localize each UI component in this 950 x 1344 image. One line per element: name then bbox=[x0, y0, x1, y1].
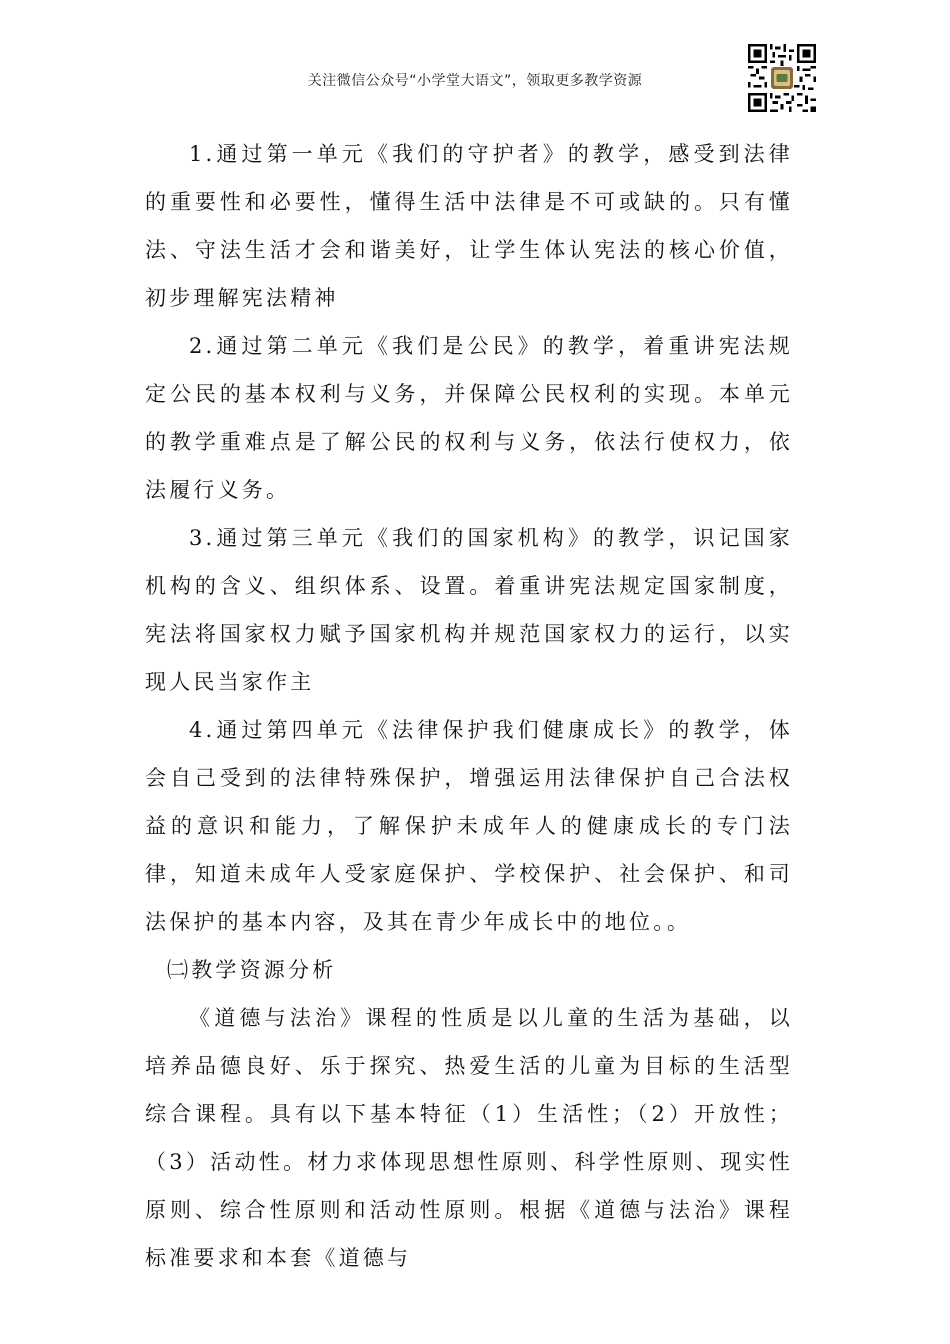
paragraph-unit-1: 1.通过第一单元《我们的守护者》的教学，感受到法律的重要性和必要性，懂得生活中法律是不可或缺的。只有懂法、守法生活才会和谐美好，让学生体认宪法的核心价值，初步理解宪法精神 bbox=[145, 142, 793, 310]
paragraph-unit-2: 2.通过第二单元《我们是公民》的教学，着重讲宪法规定公民的基本权利与义务，并保障公民权利的实现。本单元的教学重难点是了解公民的权利与义务，依法行使权力，依法履行义务。 bbox=[145, 334, 793, 502]
paragraph-unit-4: 4.通过第四单元《法律保护我们健康成长》的教学，体会自己受到的法律特殊保护，增强运用法律保护自己合法权益的意识和能力，了解保护未成年人的健康成长的专门法律，知道未成年人受家庭保护、学校保护、社会保护、和司法保护的基本内容，及其在青少年成长中的地位。。 bbox=[145, 718, 793, 934]
header-note: 关注微信公众号“小学堂大语文”，领取更多教学资源 bbox=[307, 73, 643, 89]
paragraph-unit-3: 3.通过第三单元《我们的国家机构》的教学，识记国家机构的含义、组织体系、设置。着重讲宪法规定国家制度，宪法将国家权力赋予国家机构并规范国家权力的运行，以实现人民当家作主 bbox=[145, 526, 793, 694]
section-heading: ㈡教学资源分析 bbox=[167, 958, 337, 982]
document-body bbox=[145, 130, 793, 1282]
qr-code-icon bbox=[748, 44, 816, 112]
paragraph-resource-analysis: 《道德与法治》课程的性质是以儿童的生活为基础，以培养品德良好、乐于探究、热爱生活的儿童为目标的生活型综合课程。具有以下基本特征（1）生活性；（2）开放性；（3）活动性。材力求体现思想性原则、科学性原则、现实性原则、综合性原则和活动性原则。根据《道德与法治》课程标准要求和本套《道德与 bbox=[145, 1006, 793, 1270]
